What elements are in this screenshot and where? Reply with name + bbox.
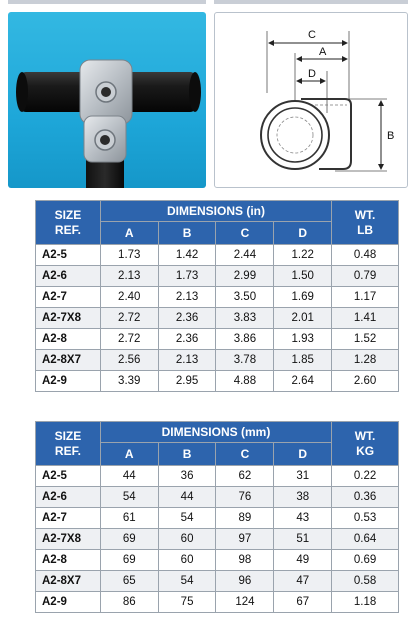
dimensions-header: DIMENSIONS (in) — [100, 201, 331, 222]
dim-c-cell: 124 — [216, 592, 274, 613]
dim-a-cell: 69 — [100, 550, 158, 571]
dim-d-cell: 47 — [274, 571, 332, 592]
dim-b-cell: 60 — [158, 550, 216, 571]
weight-cell: 0.79 — [332, 266, 399, 287]
size-ref-cell: A2-8X7 — [36, 350, 101, 371]
weight-cell: 1.41 — [332, 308, 399, 329]
weight-header: WT. LB — [332, 201, 399, 245]
dimensions-inch-table — [35, 200, 399, 392]
dim-d-cell: 43 — [274, 508, 332, 529]
dim-d-cell: 51 — [274, 529, 332, 550]
dim-c-cell: 62 — [216, 466, 274, 487]
dim-a-cell: 2.72 — [100, 308, 158, 329]
dim-a-cell: 69 — [100, 529, 158, 550]
dim-c-cell: 97 — [216, 529, 274, 550]
size-ref-header: SIZE REF. — [36, 201, 101, 245]
dim-a-cell: 61 — [100, 508, 158, 529]
dimensions-mm-table — [35, 421, 399, 613]
size-ref-cell: A2-9 — [36, 592, 101, 613]
dim-c-cell: 3.83 — [216, 308, 274, 329]
dim-label-a: A — [319, 46, 327, 58]
dim-c-cell: 4.88 — [216, 371, 274, 392]
dim-d-cell: 1.85 — [274, 350, 332, 371]
dim-b-cell: 2.13 — [158, 350, 216, 371]
fitting-dimension-drawing — [215, 13, 407, 187]
weight-cell: 2.60 — [332, 371, 399, 392]
size-ref-cell: A2-8X7 — [36, 571, 101, 592]
weight-cell: 0.64 — [332, 529, 399, 550]
dim-b-cell: 1.42 — [158, 245, 216, 266]
dim-a-cell: 2.56 — [100, 350, 158, 371]
dim-c-cell: 2.44 — [216, 245, 274, 266]
dim-b-cell: 44 — [158, 487, 216, 508]
dim-b-cell: 54 — [158, 571, 216, 592]
column-header-d: D — [274, 443, 332, 466]
table-row — [36, 550, 399, 571]
size-ref-cell: A2-9 — [36, 371, 101, 392]
dim-c-cell: 98 — [216, 550, 274, 571]
weight-cell: 0.53 — [332, 508, 399, 529]
dim-d-cell: 1.50 — [274, 266, 332, 287]
dim-c-cell: 2.99 — [216, 266, 274, 287]
weight-cell: 0.58 — [332, 571, 399, 592]
table-row — [36, 266, 399, 287]
weight-cell: 0.36 — [332, 487, 399, 508]
dim-d-cell: 1.22 — [274, 245, 332, 266]
weight-header: WT. KG — [332, 422, 399, 466]
dim-d-cell: 2.01 — [274, 308, 332, 329]
top-divider-left — [8, 0, 206, 4]
size-ref-cell: A2-8 — [36, 329, 101, 350]
dim-b-cell: 2.36 — [158, 329, 216, 350]
size-ref-cell: A2-7X8 — [36, 308, 101, 329]
dim-a-cell: 2.72 — [100, 329, 158, 350]
dim-b-cell: 2.36 — [158, 308, 216, 329]
dim-a-cell: 3.39 — [100, 371, 158, 392]
size-ref-cell: A2-7 — [36, 508, 101, 529]
dim-c-cell: 3.86 — [216, 329, 274, 350]
table-row — [36, 529, 399, 550]
column-header-b: B — [158, 222, 216, 245]
table-row — [36, 371, 399, 392]
size-ref-cell: A2-5 — [36, 245, 101, 266]
table-row — [36, 245, 399, 266]
weight-cell: 0.22 — [332, 466, 399, 487]
dim-b-cell: 60 — [158, 529, 216, 550]
dim-a-cell: 1.73 — [100, 245, 158, 266]
dim-a-cell: 44 — [100, 466, 158, 487]
column-header-c: C — [216, 443, 274, 466]
top-divider-right — [214, 0, 408, 4]
table-row — [36, 308, 399, 329]
size-ref-header: SIZE REF. — [36, 422, 101, 466]
table-row — [36, 329, 399, 350]
dim-a-cell: 65 — [100, 571, 158, 592]
table-row — [36, 287, 399, 308]
dimension-diagram — [214, 12, 408, 188]
dim-d-cell: 67 — [274, 592, 332, 613]
table-row — [36, 571, 399, 592]
dim-a-cell: 86 — [100, 592, 158, 613]
dim-c-cell: 76 — [216, 487, 274, 508]
dim-b-cell: 2.13 — [158, 287, 216, 308]
weight-cell: 0.69 — [332, 550, 399, 571]
table-row — [36, 508, 399, 529]
dim-a-cell: 2.40 — [100, 287, 158, 308]
dimensions-header: DIMENSIONS (mm) — [100, 422, 331, 443]
weight-cell: 1.18 — [332, 592, 399, 613]
dim-d-cell: 38 — [274, 487, 332, 508]
tee-fitting-illustration — [8, 12, 206, 188]
dim-c-cell: 96 — [216, 571, 274, 592]
product-photo — [8, 12, 206, 188]
dim-d-cell: 2.64 — [274, 371, 332, 392]
size-ref-cell: A2-8 — [36, 550, 101, 571]
size-ref-cell: A2-5 — [36, 466, 101, 487]
size-ref-cell: A2-7 — [36, 287, 101, 308]
weight-cell: 0.48 — [332, 245, 399, 266]
size-ref-cell: A2-6 — [36, 266, 101, 287]
dim-c-cell: 89 — [216, 508, 274, 529]
size-ref-cell: A2-7X8 — [36, 529, 101, 550]
table-row — [36, 487, 399, 508]
dim-label-b: B — [387, 130, 395, 142]
dim-b-cell: 54 — [158, 508, 216, 529]
dim-d-cell: 1.93 — [274, 329, 332, 350]
column-header-d: D — [274, 222, 332, 245]
dim-d-cell: 31 — [274, 466, 332, 487]
column-header-a: A — [100, 222, 158, 245]
weight-cell: 1.17 — [332, 287, 399, 308]
dim-b-cell: 1.73 — [158, 266, 216, 287]
table-row — [36, 592, 399, 613]
dim-c-cell: 3.50 — [216, 287, 274, 308]
dim-label-c: C — [308, 29, 316, 41]
dim-d-cell: 1.69 — [274, 287, 332, 308]
dim-label-d: D — [308, 68, 316, 80]
weight-cell: 1.28 — [332, 350, 399, 371]
dim-b-cell: 2.95 — [158, 371, 216, 392]
weight-cell: 1.52 — [332, 329, 399, 350]
dim-a-cell: 54 — [100, 487, 158, 508]
dim-c-cell: 3.78 — [216, 350, 274, 371]
dim-b-cell: 75 — [158, 592, 216, 613]
column-header-c: C — [216, 222, 274, 245]
column-header-a: A — [100, 443, 158, 466]
size-ref-cell: A2-6 — [36, 487, 101, 508]
table-row — [36, 350, 399, 371]
dim-b-cell: 36 — [158, 466, 216, 487]
dim-d-cell: 49 — [274, 550, 332, 571]
table-row — [36, 466, 399, 487]
column-header-b: B — [158, 443, 216, 466]
dim-a-cell: 2.13 — [100, 266, 158, 287]
